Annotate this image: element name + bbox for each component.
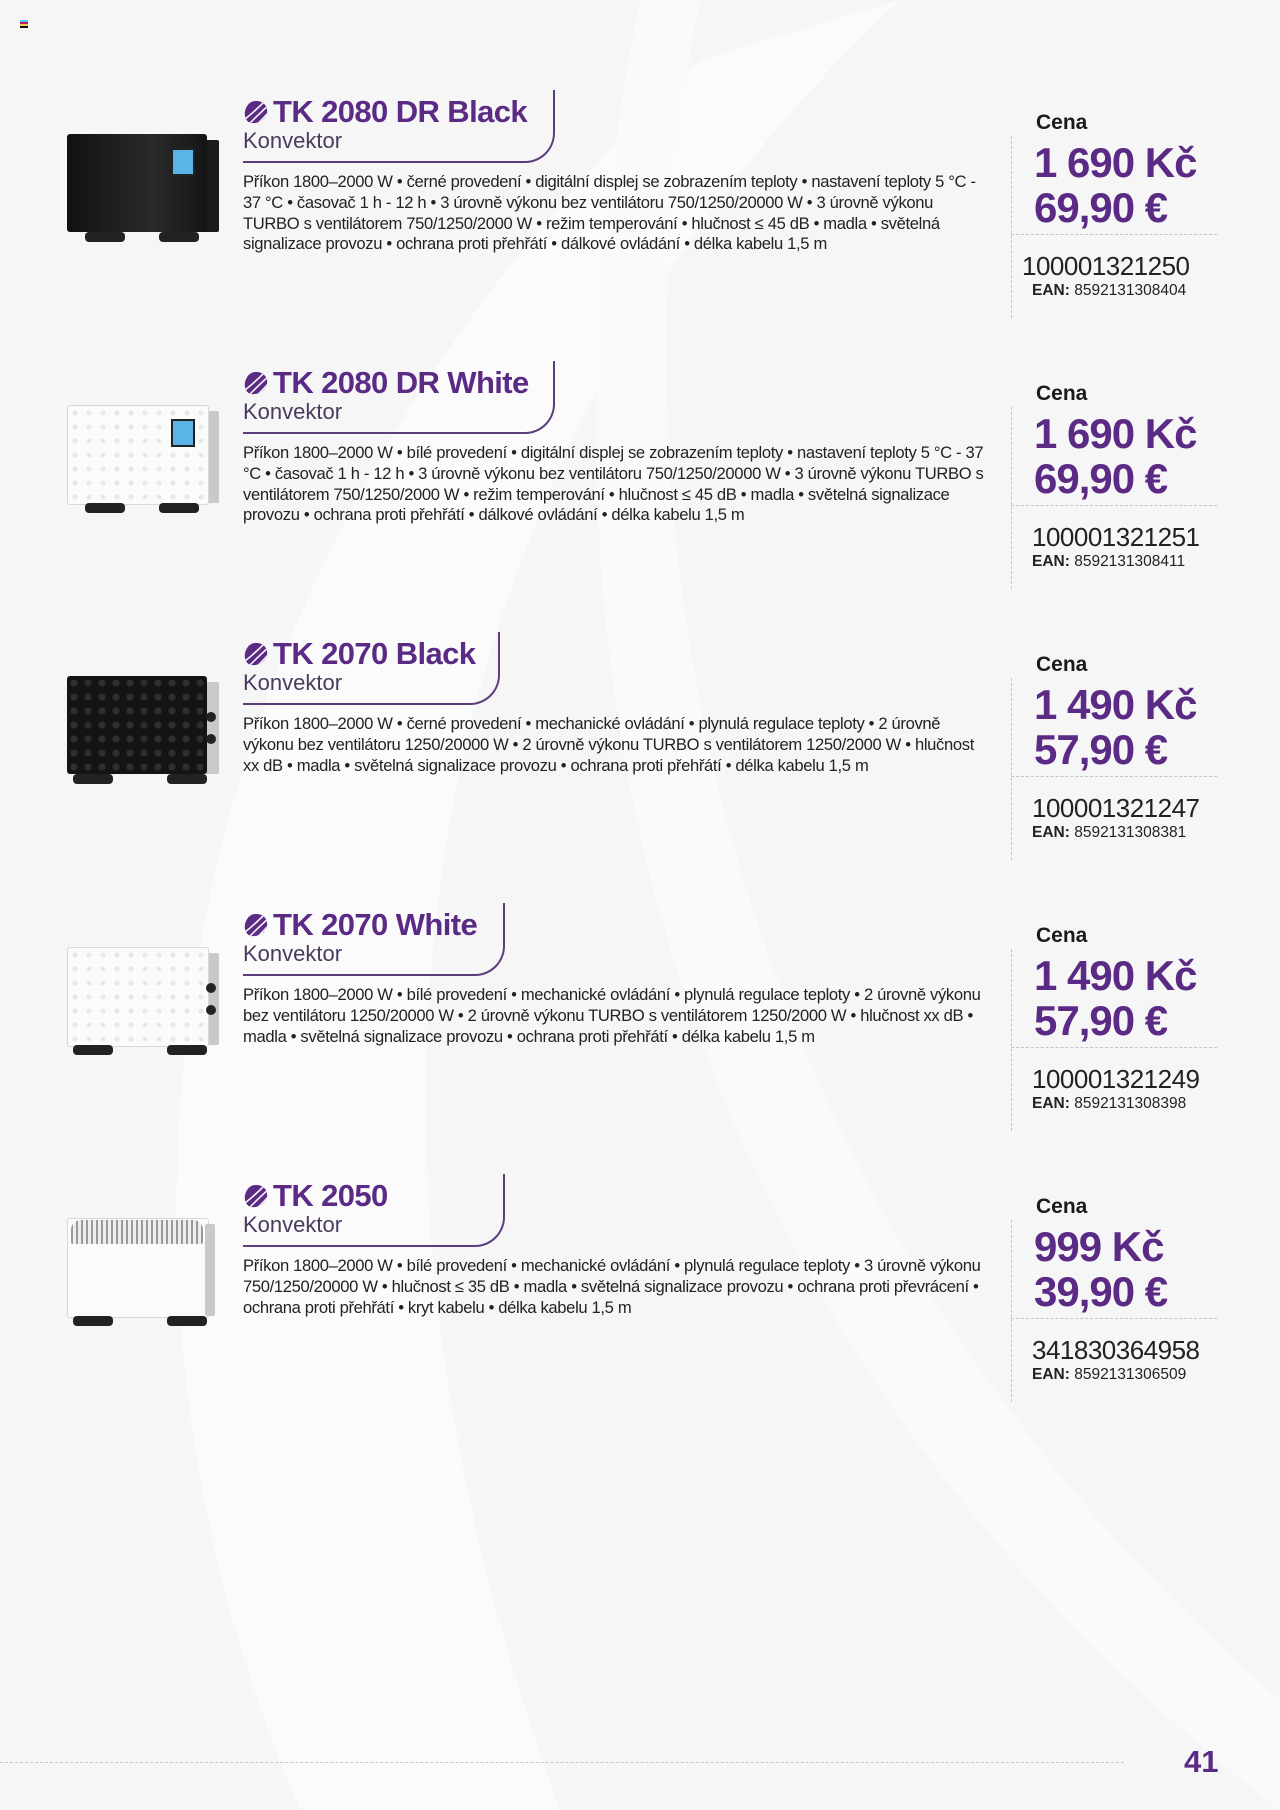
product-description: Příkon 1800–2000 W • černé provedení • mechanické ovládání • plynulá regulace teploty • 2 úrovně výkonu bez ventilátoru 1250/20000 W • 2 úrovně výkonu TURBO s ventilátorem 1250/2000 W • hlučnost xx dB • madla • světelná signalizace provozu • ochrana proti přehřátí • délka kabelu 1,5 m: [243, 714, 974, 775]
price-heading: Cena: [1036, 653, 1088, 676]
brand-leaf-icon: [243, 99, 269, 125]
product-title: [243, 908, 477, 942]
price-divider-vertical: [1011, 1220, 1012, 1402]
product-entry: [0, 632, 1280, 892]
price-eur: 69,90 €: [1034, 455, 1168, 502]
product-name: TK 2080 DR White: [273, 365, 529, 400]
product-header: [243, 361, 555, 434]
product-category: Konvektor: [243, 399, 343, 424]
price-heading: Cena: [1036, 924, 1088, 947]
ean-label: EAN:: [1032, 282, 1070, 299]
ean-label: EAN:: [1032, 553, 1070, 570]
ean-value: 8592131306509: [1074, 1366, 1187, 1383]
price-czk: 1 490 Kč: [1034, 681, 1197, 728]
price-eur: 39,90 €: [1034, 1268, 1168, 1315]
ean-label: EAN:: [1032, 824, 1070, 841]
product-entry: [0, 1174, 1280, 1434]
ean-value: 8592131308398: [1074, 1095, 1187, 1112]
product-image: [67, 943, 219, 1076]
ean-line: [1032, 1095, 1186, 1113]
price-heading: Cena: [1036, 1195, 1088, 1218]
product-header: [243, 632, 500, 705]
product-image: [67, 401, 219, 534]
product-title: [243, 637, 475, 671]
product-name: TK 2070 White: [273, 907, 478, 942]
product-description: Příkon 1800–2000 W • bílé provedení • mechanické ovládání • plynulá regulace teploty • 3 úrovně výkonu 750/1250/20000 W • hlučnost ≤ 35 dB • madla • světelná signalizace provozu • ochrana proti převrácení • ochrana proti přehřátí • kryt kabelu • délka kabelu 1,5 m: [243, 1256, 981, 1317]
price-divider-horizontal: [1011, 505, 1217, 506]
product-title: [243, 366, 529, 400]
ean-line: [1032, 1366, 1186, 1384]
price-divider-horizontal: [1011, 776, 1217, 777]
price-divider-vertical: [1011, 678, 1012, 860]
color-marks-icon: [20, 20, 28, 28]
ean-label: EAN:: [1032, 1366, 1070, 1383]
product-image: [67, 1214, 219, 1347]
product-description: Příkon 1800–2000 W • bílé provedení • digitální displej se zobrazením teploty • nastavení teploty 5 °C - 37 °C • časovač 1 h - 12 h • 3 úrovně výkonu bez ventilátoru 750/1250/20000 W • 3 úrovně výkonu TURBO s ventilátorem 750/1250/2000 W • režim temperování • hlučnost ≤ 45 dB • madla • světelná signalizace provozu • ochrana proti přehřátí • dálkové ovládání • délka kabelu 1,5 m: [243, 443, 984, 525]
product-description: Příkon 1800–2000 W • černé provedení • digitální displej se zobrazením teploty • nastavení teploty 5 °C - 37 °C • časovač 1 h - 12 h • 3 úrovně výkonu bez ventilátoru 750/1250/20000 W • 3 úrovně výkonu TURBO s ventilátorem 750/1250/2000 W • režim temperování • hlučnost ≤ 45 dB • madla • světelná signalizace provozu • ochrana proti přehřátí • dálkové ovládání • délka kabelu 1,5 m: [243, 172, 976, 254]
product-entry: [0, 361, 1280, 621]
brand-leaf-icon: [243, 641, 269, 667]
price-eur: 69,90 €: [1034, 184, 1168, 231]
footer-divider: [0, 1762, 1124, 1763]
product-entry: [0, 90, 1280, 350]
product-description: Příkon 1800–2000 W • bílé provedení • mechanické ovládání • plynulá regulace teploty • 2 úrovně výkonu bez ventilátoru 1250/20000 W • 2 úrovně výkonu TURBO s ventilátorem 1250/2000 W • hlučnost xx dB • madla • světelná signalizace provozu • ochrana proti přehřátí • délka kabelu 1,5 m: [243, 985, 981, 1046]
brand-leaf-icon: [243, 912, 269, 938]
product-header: [243, 903, 505, 976]
product-code: 341830364958: [1032, 1335, 1200, 1365]
price-eur: 57,90 €: [1034, 997, 1168, 1044]
product-category: Konvektor: [243, 941, 343, 966]
product-image: [67, 130, 219, 263]
price-czk: 1 490 Kč: [1034, 952, 1197, 999]
ean-value: 8592131308381: [1074, 824, 1187, 841]
product-code: 100001321251: [1032, 522, 1200, 552]
ean-value: 8592131308411: [1074, 553, 1186, 570]
price-divider-vertical: [1011, 136, 1012, 318]
price-divider-horizontal: [1011, 1047, 1217, 1048]
ean-line: [1032, 282, 1186, 300]
product-title: [243, 1179, 388, 1213]
price-divider-horizontal: [1011, 234, 1217, 235]
price-czk: 1 690 Kč: [1034, 139, 1197, 186]
ean-value: 8592131308404: [1074, 282, 1187, 299]
brand-leaf-icon: [243, 370, 269, 396]
product-header: [243, 90, 555, 163]
price-eur: 57,90 €: [1034, 726, 1168, 773]
price-divider-vertical: [1011, 407, 1012, 589]
ean-line: [1032, 553, 1185, 571]
product-title: [243, 95, 527, 129]
price-heading: Cena: [1036, 382, 1088, 405]
product-name: TK 2080 DR Black: [273, 94, 528, 129]
product-header: [243, 1174, 505, 1247]
product-image: [67, 672, 219, 805]
product-name: TK 2050: [273, 1178, 388, 1213]
product-category: Konvektor: [243, 1212, 343, 1237]
page-number: 41: [1184, 1744, 1219, 1779]
product-code: 100001321249: [1032, 1064, 1200, 1094]
ean-label: EAN:: [1032, 1095, 1070, 1112]
price-heading: Cena: [1036, 111, 1088, 134]
product-code: 100001321247: [1032, 793, 1200, 823]
price-czk: 999 Kč: [1034, 1223, 1164, 1270]
product-entry: [0, 903, 1280, 1163]
price-divider-horizontal: [1011, 1318, 1217, 1319]
product-name: TK 2070 Black: [273, 636, 476, 671]
product-code: 100001321250: [1022, 251, 1190, 281]
product-category: Konvektor: [243, 128, 343, 153]
product-category: Konvektor: [243, 670, 343, 695]
price-divider-vertical: [1011, 949, 1012, 1131]
ean-line: [1032, 824, 1186, 842]
price-czk: 1 690 Kč: [1034, 410, 1197, 457]
brand-leaf-icon: [243, 1183, 269, 1209]
